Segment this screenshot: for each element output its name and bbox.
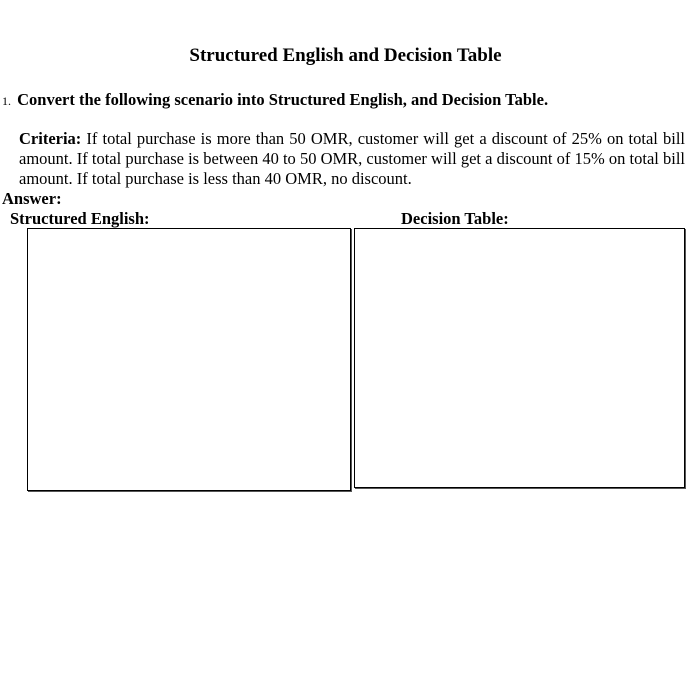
decision-table-label: Decision Table:	[401, 209, 509, 228]
criteria-label: Criteria:	[19, 129, 82, 148]
question-text: Convert the following scenario into Structured English, and Decision Table.	[17, 90, 549, 109]
question-number: 1.	[2, 94, 11, 108]
question	[2, 90, 548, 110]
page-title: Structured English and Decision Table	[189, 45, 502, 66]
criteria-text: If total purchase is more than 50 OMR, customer will get a discount of 25% on total bill amount. If total purchase is between 40 to 50 OMR, customer will get a discount of 15% on total bill amount. If total purchase is less than 40 OMR, no discount.	[19, 129, 685, 188]
criteria-paragraph	[19, 129, 685, 189]
answer-label: Answer:	[2, 189, 62, 208]
structured-english-answer-box[interactable]	[27, 228, 351, 491]
structured-english-label: Structured English:	[10, 209, 150, 228]
decision-table-answer-box[interactable]	[354, 228, 685, 488]
